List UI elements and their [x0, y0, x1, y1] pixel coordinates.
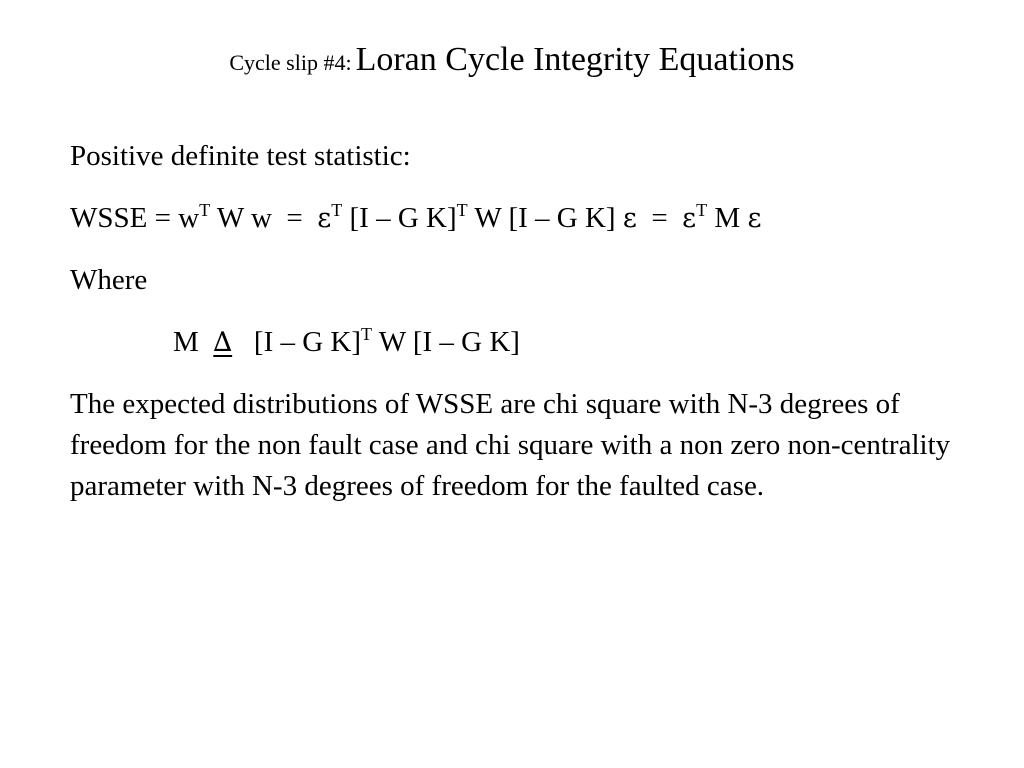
m-definition	[70, 322, 960, 363]
eq-sup-4: T	[696, 200, 708, 220]
eq-lhs: WSSE = w	[70, 202, 200, 234]
definition-delta-symbol: ∆	[213, 327, 233, 358]
eq-epsilon-2: ε	[622, 203, 637, 234]
eq-epsilon-1: ε	[317, 203, 332, 234]
eq-epsilon-3: ε	[682, 203, 697, 234]
eq-part5: M	[707, 202, 748, 234]
eq-part1: W w =	[210, 202, 318, 234]
where-label: Where	[70, 264, 148, 296]
eq-part4: =	[636, 202, 683, 234]
title-main: Loran Cycle Integrity Equations	[355, 41, 795, 78]
eq-part3: W [I – G K]	[467, 202, 623, 234]
def-rhs2: W [I – G K]	[372, 326, 520, 358]
title-prefix: Cycle slip #4:	[229, 50, 352, 75]
intro-text: Positive definite test statistic:	[70, 140, 411, 172]
def-rhs: [I – G K]	[232, 326, 362, 358]
eq-epsilon-4: ε	[747, 203, 762, 234]
description-paragraph: The expected distributions of WSSE are chi square with N-3 degrees of freedom for the non fault case and chi square with a non zero non-centrality parameter with N-3 degrees of freedom for the faulted case.	[70, 388, 951, 502]
slide-title	[0, 38, 1024, 88]
eq-sup-3: T	[456, 200, 468, 220]
slide-body	[70, 136, 960, 528]
eq-part2: [I – G K]	[342, 202, 457, 234]
wsse-equation	[70, 198, 960, 239]
def-lhs: M	[173, 326, 214, 358]
eq-sup-1: T	[199, 200, 211, 220]
eq-sup-2: T	[331, 200, 343, 220]
def-sup: T	[361, 324, 373, 344]
